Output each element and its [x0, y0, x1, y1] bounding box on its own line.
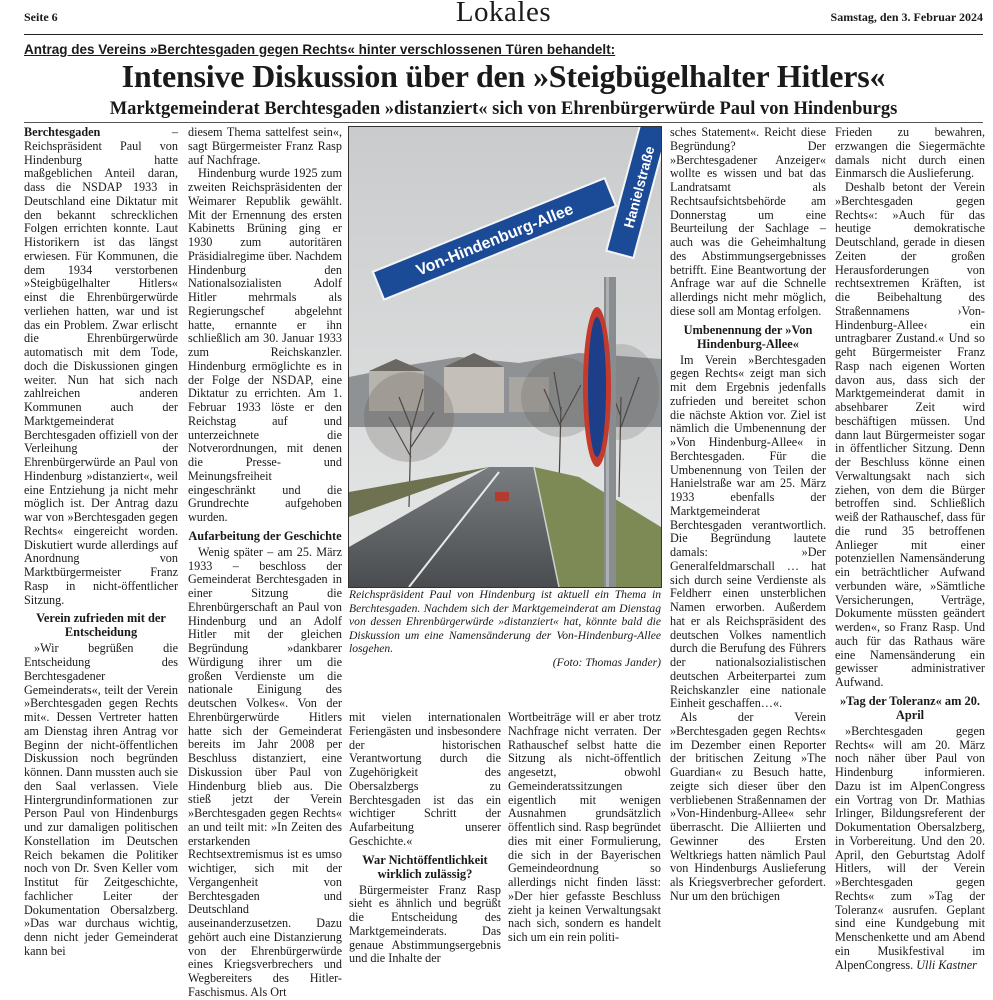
paragraph: diesem Thema sattelfest sein«, sagt Bürgermeister Franz Rasp auf Nachfrage. — [188, 125, 342, 167]
caption-text: Reichspräsident Paul von Hindenburg ist aktuell ein Thema in Berchtesgaden. Nachdem sich der Marktgemeinderat am Dienstag von dessen Ehrenbürgerwürde »distanziert« hat, könnte bald die Diskussion um eine Namensänderung der Von-Hindenburg-Allee losgehen. — [349, 588, 661, 656]
article-kicker: Antrag des Vereins »Berchtesgaden gegen Rechts« hinter verschlossenen Türen behandelt: — [24, 42, 616, 57]
street-sign-photo — [348, 126, 662, 588]
article-column-4 — [670, 126, 826, 904]
article-column-2 — [188, 126, 342, 1000]
subheading: »Tag der Toleranz« am 20. April — [839, 693, 981, 722]
issue-date: Samstag, den 3. Februar 2024 — [830, 10, 983, 24]
page-header — [24, 0, 983, 35]
article-column-2b — [349, 711, 501, 966]
paragraph — [24, 126, 178, 607]
paragraph-text: »Berchtesgaden gegen Rechts« will am 20. März noch näher über Paul von Hindenburg informieren. Dazu ist im AlpenCongress ein Vortrag von Dr. Mathias Irlinger, Bildungsreferent der Dokumentation Obersalzberg, in Vorbereitung. Und den 20. April, den Geburtstag Adolf Hitlers, will der Verein »Berchtesgaden gegen Rechts« zum »Tag der Toleranz« ausrufen. Geplant sind eine Kundgebung mit Menschenkette und am Abend ein Musikfestival im AlpenCongress. — [835, 723, 985, 972]
photo-caption — [349, 588, 661, 670]
paragraph — [835, 725, 985, 973]
author-name: Ulli Kastner — [916, 957, 977, 972]
paragraph: Als der Verein »Berchtesgaden gegen Rechts« im Dezember einen Reporter der britischen Zeitung »The Guardian« zu Besuch hatte, zeigte sich dieser über den verbliebenen Straßennamen der »Von-Hindenburg-Allee« sehr überrascht. Die Alliierten und Gewinner des Ersten Weltkriegs hatten nämlich Paul von Hindenburgs Auslieferung als Kriegsverbrecher gefordert. Nur um den brüchigen — [670, 710, 826, 903]
paragraph-text: – Reichspräsident Paul von Hindenburg hatte maßgeblichen Anteil daran, dass die NSDAP 1933 in Deutschland eine Diktatur mit den bekannt schrecklichen Folgen errichten konnte. Laut Historikern ist das längst erwiesen. Für Kommunen, die dem 1934 verstorbenen »Steigbügelhalter Hitlers« einst die Ehrenbürgerwürde verliehen hatten, war und ist das ein Problem. Zwar erlischt die Ehrenbürgerwürde automatisch mit dem Tode, doch die Diskussionen gingen weiter. Nun hat sich nach zahlreichen anderen Kommunen auch der Marktgemeinderat Berchtesgaden offiziell von der Verleihung der Ehrenbürgerwürde an Paul von Hindenburg »distanziert«, weil eine Entziehung ja nicht mehr möglich ist. Der Antrag dazu war von »Berchtesgaden gegen Rechts« eingereicht worden. Diskutiert wurde allerdings auf Anordnung von Marktbürgermeister Franz Rasp in nicht-öffentlicher Sitzung. — [24, 125, 178, 607]
article-subhead: Marktgemeinderat Berchtesgaden »distanziert« sich von Ehrenbürgerwürde Paul von Hindenburgs — [109, 99, 898, 119]
paragraph: Wortbeiträge will er aber trotz Nachfrage nicht verraten. Der Rathauschef selbst hatte die Sitzung als nicht-öffentlich angesetzt, obwohl Gemeinderatssitzungen eigentlich mit wenigen Ausnahmen grundsätzlich öffentlich sind. Rasp begründet dies mit einer Formulierung, die sich in der Bayerischen Gemeindeordnung so allerdings nicht finden lässt: »Der hier gefasste Beschluss zieht ja keinen Verwaltungsakt nach sich, sondern es handelt sich um ein rein politi- — [508, 710, 661, 944]
dateline: Berchtesgaden — [24, 125, 101, 139]
subheading: Umbenennung der »Von Hindenburg-Allee« — [683, 322, 813, 351]
page-number: Seite 6 — [24, 10, 58, 24]
paragraph: Im Verein »Berchtesgaden gegen Rechts« zeigt man sich mit dem Ergebnis jedenfalls zufrieden und bereitet schon die nächste Aktion vor. Ziel ist nämlich die Umbenennung der »Von Hindenburg-Allee« in Berchtesgaden. Für die Umbenennung von Teilen der Hanielstraße war am 25. März 1933 ebenfalls der Marktgemeinderat Berchtesgaden verantwortlich. Die Begründung lautete damals: »Der Generalfeldmarschall … hat sich durch seine Verdienste als Feldherr einen unsterblichen Namen erworben. Außerdem hat er als Reichspräsident des deutschen Volkes namentlich durch die Berufung des Führers der nationalsozialistischen deutschen Arbeiterpartei zum Reichskanzler eine nationale Einheit geschaffen…«. — [670, 352, 826, 711]
article-column-5 — [835, 126, 985, 972]
headline-divider — [24, 122, 983, 123]
paragraph: Bürgermeister Franz Rasp sieht es ähnlich und begrüßt die Entscheidung des Marktgemeinderats. Das genaue Abstimmungsergebnis und die Inhalte der — [349, 882, 501, 966]
article-column-1 — [24, 126, 178, 959]
paragraph: sches Statement«. Reicht diese Begründung? Der »Berchtesgadener Anzeiger« wollte es wissen und bat das Landratsamt als Rechtsaufsichtsbehörde am Donnerstag um eine Beurteilung der Sachlage – auch was die Geheimhaltung des Abstimmungsergebnisses betrifft. Eine Beantwortung der Anfrage war auf die Schnelle allerdings nicht mehr möglich, diese soll am Montag erfolgen. — [670, 125, 826, 318]
paragraph: Deshalb betont der Verein »Berchtesgaden gegen Rechts«: »Auch für das heutige demokratische Deutschland, gerade in diesen Zeiten der großen Herausforderungen von rechtsextremen Kräften, ist die Beibehaltung des Straßennamens ›Von-Hindenburg-Allee‹ ein untragbarer Zustand.« Und so geht Bürgermeister Franz Rasp nach eigenen Worten davon aus, dass sich der Marktgemeinderat damit in absehbarer Zeit wird beschäftigen müssen. Und dann laut Bürgermeister sogar in öffentlicher Sitzung. Denn der Beschluss könne einen Verwaltungsakt nach sich ziehen, von dem die Bürger betroffen sind. Schließlich weiß der Rathauschef, dass für die rund 35 betroffenen Anlieger mit einer potenziellen Namensänderung ein beträchtlicher Aufwand verbunden wäre, »Sämtliche Versicherungen, Verträge, Dokumente müssten geändert werden«, so Franz Rasp. Und auch für das Rathaus wäre eine Namensänderung ein gewisser administrativer Aufwand. — [835, 180, 985, 689]
paragraph: Frieden zu bewahren, erzwangen die Siegermächte damals nicht durch einen Einmarsch die Auslieferung. — [835, 125, 985, 181]
paragraph: Hindenburg wurde 1925 zum zweiten Reichspräsidenten der Weimarer Republik gewählt. Mit der Ernennung des ersten Kabinetts Brüning ging er 1930 zum autoritären Präsidialregime über. Nachdem Hindenburg den Nationalsozialisten Adolf Hitler mehrmals als Regierungschef abgelehnt hatte, ernannte er ihn schließlich am 30. Januar 1933 zum Reichskanzler. Hindenburg ermöglichte es in der Folge der NSDAP, eine Diktatur zu errichten. Am 1. Februar 1933 löste er den Reichstag auf und unterzeichnete die Notverordnungen, mit denen die Presse- und Meinungsfreiheit eingeschränkt und die Grundrechte aufgehoben wurden. — [188, 166, 342, 524]
sign-side-text: Hanielstraße — [620, 144, 658, 230]
paragraph: Wenig später – am 25. März 1933 – beschloss der Gemeinderat Berchtesgaden in einer Sitzung die Ehrenbürgerschaft an Paul von Hindenburg und an Adolf Hitler mit der gleichen Begründung »dankbarer Würdigung ihrer um die großen Verdienste um die nationale Einigung des deutschen Volkes«. Von der Ehrenbürgerwürde Hitlers hatte sich der Gemeinderat bereits im Jahr 2008 per Beschluss distanziert, eine Diskussion über Paul von Hindenburg blieb aus. Die stieß jetzt der Verein »Berchtesgaden gegen Rechts« an und teilt mit: »In Zeiten des erstarkenden Rechtsextremismus ist es umso wichtiger, sich mit der Vergangenheit von Berchtesgaden und Deutschland auseinanderzusetzen. Dazu gehört auch eine Distanzierung von der Ehrenbürgerwürde eines Kriegsverbrechers und Wegbereiters des Hitler-Faschismus. Als Ort — [188, 544, 342, 999]
photo-credit: (Foto: Thomas Jander) — [552, 655, 661, 669]
article-headline: Intensive Diskussion über den »Steigbügelhalter Hitlers« — [121, 58, 886, 94]
paragraph: »Wir begrüßen die Entscheidung des Berchtesgadener Gemeinderats«, teilt der Verein »Berchtesgaden gegen Rechts mit«. Dessen Vertreter hatten am Dienstag ihren Antrag vor Beginn der nicht-öffentlichen Diskussion noch begründen können. Dann mussten auch sie den Saal verlassen. Viele Hintergrundinformationen zur Person Paul von Hindenburgs und zur damaligen politischen Konstellation im Deutschen Reich bekamen die Politiker noch von Dr. Sven Keller vom Institut für Zeitgeschichte, fachlicher Leiter der Dokumentation Obersalzberg. »Das war durchaus wichtig, denn nicht jeder Gemeinderat kann bei — [24, 641, 179, 958]
subheading: Verein zufrieden mit der Entscheidung — [36, 611, 166, 640]
paragraph: mit vielen internationalen Feriengästen und insbesondere der historischen Verantwortung durch die Zugehörigkeit des Obersalzbergs zu Berchtesgaden ist das ein wichtiger Schritt der Aufarbeitung unserer Geschichte.« — [349, 710, 501, 848]
subheading: War Nichtöffentlichkeit wirklich zulässig? — [362, 852, 488, 881]
article-column-3 — [508, 711, 661, 945]
subheading: Aufarbeitung der Geschichte — [188, 528, 342, 543]
section-title: Lokales — [455, 0, 552, 28]
sign-main-text: Von-Hindenburg-Allee — [413, 200, 576, 280]
